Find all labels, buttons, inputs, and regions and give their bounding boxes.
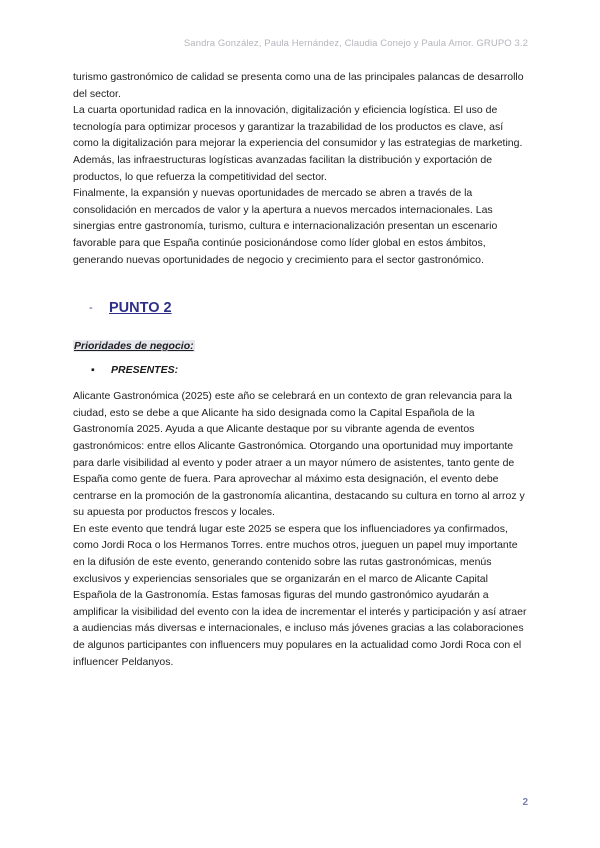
bullet-presentes <box>91 364 530 376</box>
paragraph-2: La cuarta oportunidad radica en la innovación, digitalización y eficiencia logística. El uso de tecnología para optimizar procesos y garantizar la trazabilidad de los productos es clave, así como la digitalización para mejorar la experiencia del consumidor y las estrategias de marketing. Además, las infraestructuras logísticas avanzadas facilitan la distribución y exportación de productos, lo que refuerza la competitividad del sector. <box>73 104 523 183</box>
section-dash: - <box>89 302 93 315</box>
bullet-label: PRESENTES: <box>111 364 179 377</box>
page-header-authors: Sandra González, Paula Hernández, Claudia Conejo y Paula Amor. GRUPO 3.2 <box>183 38 528 49</box>
paragraph-3: Finalmente, la expansión y nuevas oportunidades de mercado se abren a través de la consolidación en mercados de valor y la apertura a nuevos mercados internacionales. Las sinergias entre gastronomía, turismo, cultura e internacionalización presentan un escenario favorable para que España continúe posicionándose como líder global en estos ámbitos, generando nuevas oportunidades de negocio y crecimiento para el sector gastronómico. <box>73 187 498 266</box>
bullet-square-icon: ▪ <box>91 364 95 377</box>
subheading-prioridades: Prioridades de negocio: <box>74 340 194 353</box>
document-body <box>73 69 530 670</box>
page-number: 2 <box>522 797 528 808</box>
section-title: PUNTO 2 <box>109 300 172 317</box>
paragraph-1: turismo gastronómico de calidad se presenta como una de las principales palancas de desarrollo del sector. <box>73 71 524 100</box>
paragraph-4: Alicante Gastronómica (2025) este año se celebrará en un contexto de gran relevancia para la ciudad, esto se debe a que Alicante ha sido designada como la Capital Española de la Gastronomía 2025. Ayuda a que Alicante destaque por su vibrante agenda de eventos gastronómicos: entre ellos Alicante Gastronómica. Otorgando una oportunidad muy importante para darle visibilidad al evento y poder atraer a un mayor número de asistentes, tanto gente de España como gente de fuera. Para aprovechar al máximo esta designación, el evento debe centrarse en la promoción de la gastronomía alicantina, destacando su cultura en torno al arroz y su apuesta por productos frescos y locales. <box>73 390 525 519</box>
paragraph-5: En este evento que tendrá lugar este 2025 se espera que los influenciadores ya confirmados, como Jordi Roca o los Hermanos Torres. entre muchos otros, jueguen un papel muy importante en la difusión de este evento, generando contenido sobre las rutas gastronómicas, menús exclusivos y experiencias sensoriales que se organizarán en el marco de Alicante Capital Española de la Gastronomía. Estas famosas figuras del mundo gastronómico ayudarán a amplificar la visibilidad del evento con la idea de incrementar el interés y participación y así atraer a audiencias más diversas e internacionales, e incluso más jóvenes gracias a las colaboraciones de algunos participantes con influencers muy populares en la actualidad como Jordi Roca con el influencer Peldanyos. <box>73 522 527 668</box>
section-heading-punto-2 <box>89 300 530 316</box>
